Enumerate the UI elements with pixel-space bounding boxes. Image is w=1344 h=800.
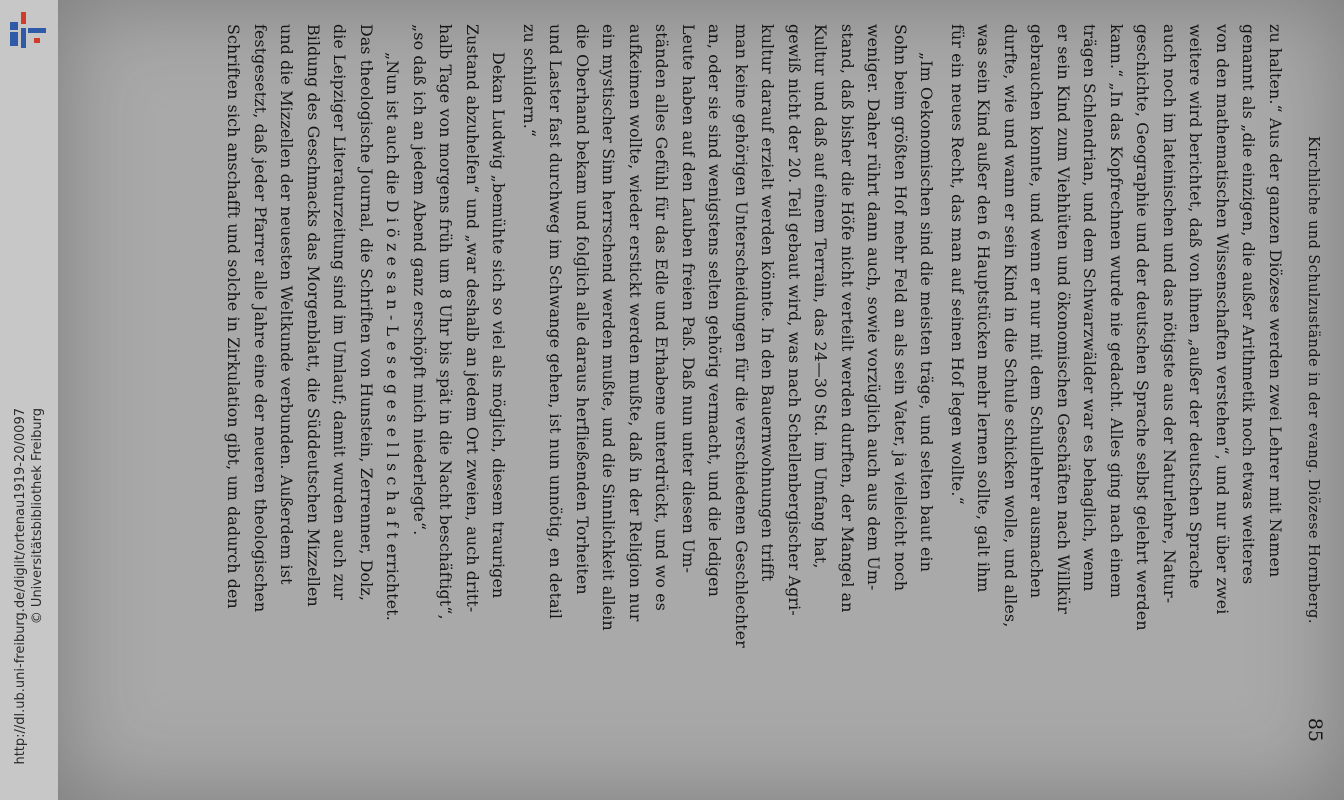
text-line: zu halten.“ Aus der ganzen Diözese werden zwei Lehrer mit Namen [1266, 24, 1285, 578]
text-line: festgesetzt, daß jeder Pfarrer alle Jahre eine der neueren theologischen [251, 24, 270, 613]
text-line: von den mathematischen Wissenschaften verstehen“, und nur über zwei [1213, 24, 1232, 615]
text-line: ständen alles Gefühl für das Edle und Erhabene unterdrückt, und wo es [652, 24, 672, 611]
scanned-page [58, 0, 1344, 800]
text-line: auch noch im lateinischen und das nötigste aus der Naturlehre, Natur- [1160, 24, 1179, 604]
text-line: weitere wird berichtet, daß von ihnen „außer der deutschen Sprache [1186, 24, 1206, 589]
source-url[interactable]: http://dl.ub.uni-freiburg.de/diglit/ortenau1919-20/0097 [13, 408, 28, 765]
text-line: man keine gehörigen Unterscheidungen für die verschiedenen Geschlechter [732, 24, 751, 648]
text-line: und Laster fast durchweg im Schwange gehen, ist nun unnötig, en detail [546, 24, 566, 620]
text-line: er sein Kind zum Viehhüten und ökonomischen Geschäften nach Willkür [1054, 24, 1073, 615]
text-line: „so daß ich an jedem Abend ganz erschöpft mich niederlegte“. [410, 24, 429, 536]
text-line: Bildung des Geschmacks das Morgenblatt, die Süddeutschen Mizzellen [304, 24, 323, 607]
text-line: Zustand abzuhelfen“ und „war deshalb an jedem Ort zweien, auch dritt- [463, 24, 482, 613]
text-line: durfte, wie und wann er sein Kind in die Schule schicken wolle, und alles, [1001, 24, 1020, 628]
copyright-notice: © Universitätsbibliothek Freiburg [30, 408, 45, 625]
text-line: kultur darauf erzielt werden könnte. In den Bauernwohnungen trifft [758, 24, 778, 582]
page-header [1292, 136, 1326, 742]
page-content [58, 0, 1344, 800]
text-line: Leute haben auf den Lauben freien Paß. Daß nun unter diesen Um- [679, 24, 698, 574]
text-line: was sein Kind außer den 6 Hauptstücken mehr lernen sollte, galt ihm [974, 24, 994, 593]
text-line: Dekan Ludwig „bemühte sich so viel als möglich, diesem traurigen [489, 52, 509, 599]
text-line: Kultur und daß auf einem Terrain, das 24—30 Std. im Umfang hat, [811, 24, 831, 569]
text-line: weniger. Daher rührt dann auch, sowie vorzüglich auch aus dem Um- [864, 24, 884, 591]
body-text [220, 24, 1288, 744]
page-number: 85 [1304, 717, 1326, 742]
text-line: aufkeimen wollte, wieder erstickt werden mußte, daß in der Religion nur [626, 24, 645, 622]
text-line: die Oberhand bekam und folglich alle daraus herfließenden Torheiten [573, 24, 592, 595]
text-line: zu schildern.“ [520, 24, 539, 138]
text-line: ein mystischer Sinn herrschend werden mußte, und die Sinnlichkeit allein [599, 24, 619, 631]
text-line: an, oder sie sind wenigstens selten gehörig vermacht, und die ledigen [705, 24, 725, 597]
text-line: „Im Oekonomischen sind die meisten träge, und selten baut ein [917, 52, 937, 573]
sidebar [0, 0, 58, 800]
text-line: gebrauchen konnte, und wenn er nur mit dem Schullehrer ausmachen [1027, 24, 1047, 599]
text-line: gewiß nicht der 20. Teil gebaut wird, was nach Schellenbergischer Agri- [785, 24, 804, 616]
running-head: Kirchliche und Schulzustände in der evang. Diözese Hornberg. [1305, 136, 1321, 624]
text-line: kann.“ „In das Kopfrechnen wurde nie gedacht. Alles ging nach einem [1107, 24, 1126, 598]
text-line: Sohn beim größten Hof mehr Feld an als sein Vater, ja vielleicht noch [891, 24, 910, 592]
text-line: für ein neues Recht, das man auf seinen Hof legen wollte.“ [948, 24, 967, 505]
text-line: halb Tage von morgens früh um 8 Uhr bis spät in die Nacht beschäftigt“, [436, 24, 456, 620]
text-line: geschichte, Geographie und der deutschen Sprache selbst gelehrt werden [1133, 24, 1153, 631]
source-credit [0, 0, 58, 800]
text-line: genannt als „die einzigen, die außer Arithmetik noch etwas weiteres [1239, 24, 1259, 585]
text-line: stand, daß bisher die Höfe nicht verteilt werden durften, der Mangel an [838, 24, 857, 613]
text-line: Das theologische Journal, die Schriften von Hunstein, Zerrenner, Dolz, [357, 24, 376, 602]
text-line: die Leipziger Literaturzeitung sind im Umlauf; damit wurden auch zur [330, 24, 350, 601]
text-line: trägen Schlendrian, und dem Schwarzwälder war es behaglich, wenn [1080, 24, 1100, 592]
text-line: und die Mizzellen der neuesten Weltkunde verbunden. Außerdem ist [277, 24, 297, 585]
text-line: „Nun ist auch die D i ö z e s a n - L e s e g e s e l l s c h a f t errichtet. [383, 52, 403, 621]
text-line: Schriften sich anschafft und solche in Zirkulation gibt, um dadurch den [224, 24, 244, 609]
